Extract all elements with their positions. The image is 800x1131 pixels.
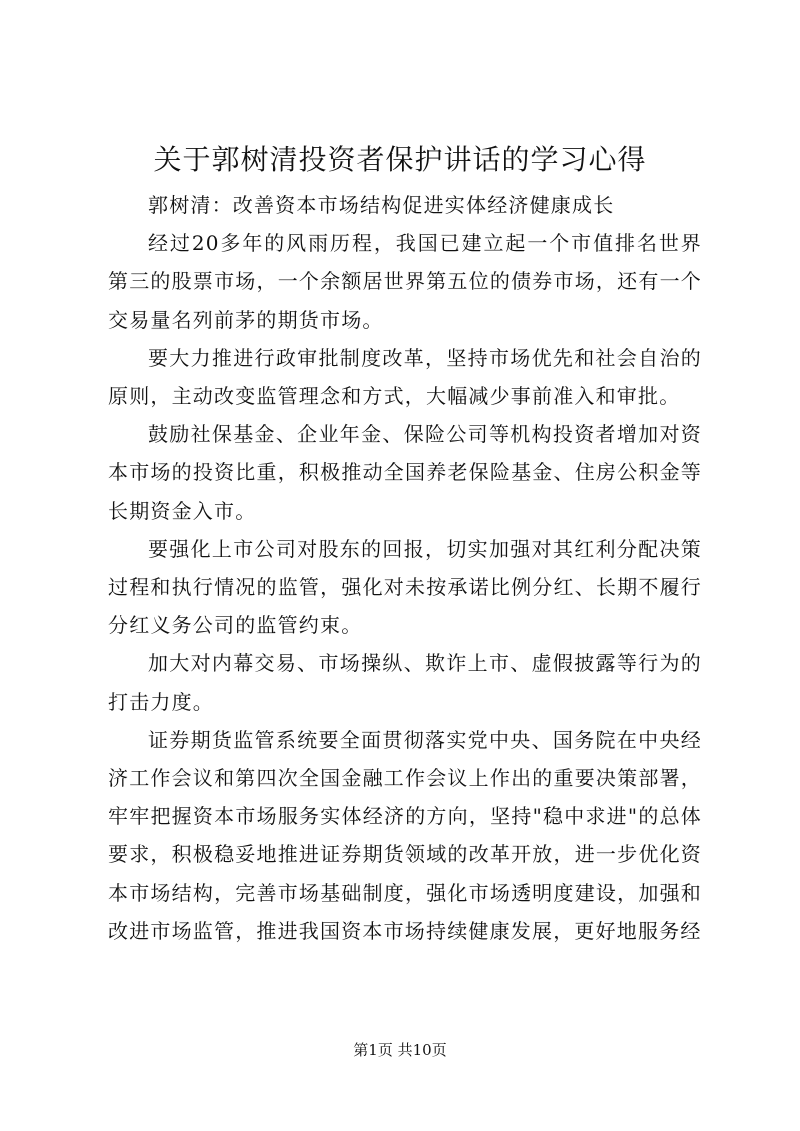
paragraph: 要强化上市公司对股东的回报，切实加强对其红利分配决策过程和执行情况的监管，强化对未按承诺比例分红、长期不履行分红义务公司的监管约束。: [108, 536, 702, 638]
paragraph-subtitle: 郭树清：改善资本市场结构促进实体经济健康成长: [148, 193, 615, 217]
paragraph: 经过20多年的风雨历程，我国已建立起一个市值排名世界第三的股票市场，一个余额居世界第五位的债券市场，还有一个交易量名列前茅的期货市场。: [108, 231, 702, 332]
paragraph: 加大对内幕交易、市场操纵、欺诈上市、虚假披露等行为的打击力度。: [108, 651, 702, 714]
paragraph: 鼓励社保基金、企业年金、保险公司等机构投资者增加对资本市场的投资比重，积极推动全国养老保险基金、住房公积金等长期资金入市。: [108, 422, 702, 523]
paragraph: 证券期货监管系统要全面贯彻落实党中央、国务院在中央经济工作会议和第四次全国金融工作会议上作出的重要决策部署，牢牢把握资本市场服务实体经济的方向，坚持"稳中求进"的总体要求，积极稳妥地推进证券期货领域的改革开放，进一步优化资本市场结构，完善市场基础制度，强化市场透明度建设，加强和改进市场监管，推进我国资本市场持续健康发展，更好地服务经: [108, 727, 702, 943]
page-footer: 第1页 共10页: [353, 1041, 447, 1059]
paragraph: 要大力推进行政审批制度改革，坚持市场优先和社会自治的原则，主动改变监管理念和方式，大幅减少事前准入和审批。: [108, 345, 702, 409]
document-title: 关于郭树清投资者保护讲话的学习心得: [153, 143, 647, 176]
document-body: [108, 186, 702, 950]
